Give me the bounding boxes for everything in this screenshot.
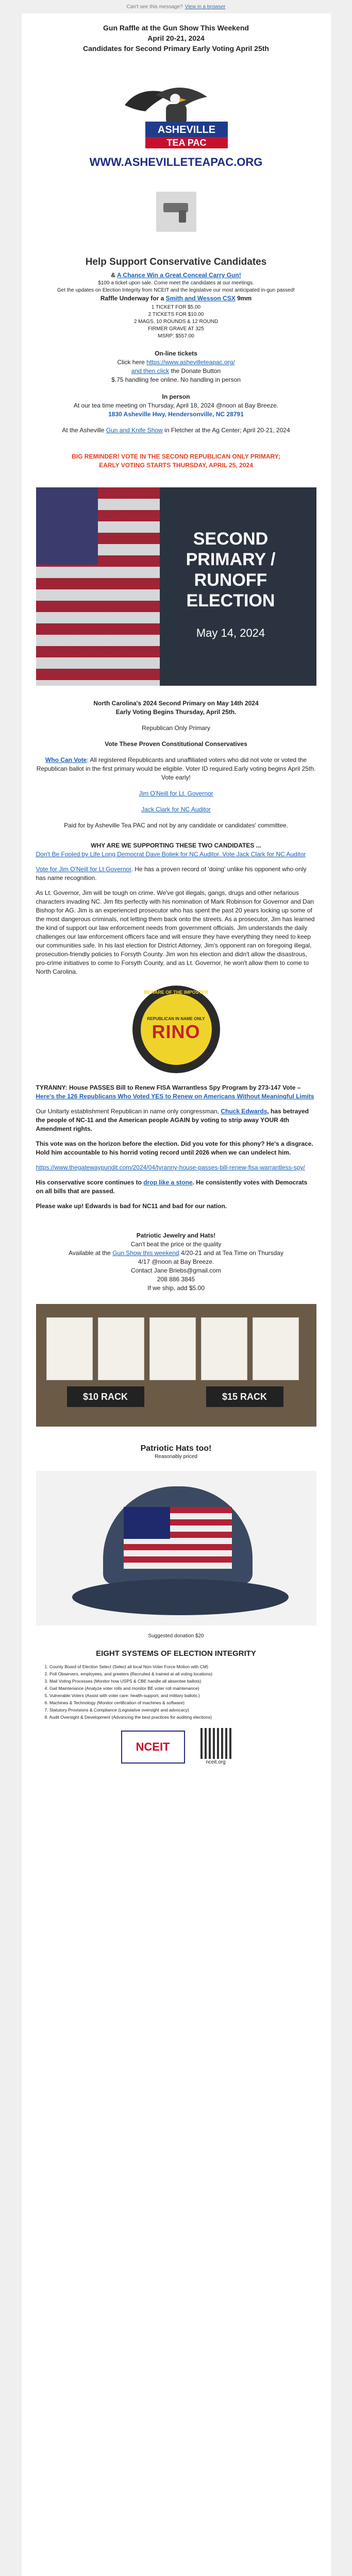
who-can-vote-link[interactable]: Who Can Vote — [45, 756, 87, 764]
flag-union — [36, 487, 98, 565]
header — [22, 13, 331, 54]
pillar-item: 5. Vulnerable Voters (Assist with voter care: health-support, and military ballots.) — [44, 1693, 200, 1698]
jewelry-card — [253, 1317, 299, 1380]
fisa-p1-suffix: , has betrayed the people of NC-11 and the American people AGAIN by voting to strip away YOUR 4th Amendment rights. — [36, 1108, 309, 1132]
donation-text: Suggested donation $20 — [148, 1633, 204, 1639]
online-prefix: Click here — [117, 359, 147, 366]
primary-line-2: Early Voting Begins Thursday, April 25th. — [115, 708, 237, 716]
reminder-section — [22, 452, 331, 470]
logo-line-1: ASHEVILLE — [157, 124, 215, 135]
nceit-logo[interactable] — [121, 1731, 185, 1764]
donation-text-wrap — [22, 1633, 331, 1640]
website-link[interactable]: WWW.ASHEVILLETEAPAC.ORG — [89, 156, 263, 168]
jewelry-line-2-suffix: 4/20-21 and at Tea Time on Thursday — [179, 1249, 283, 1257]
pillar-item: 1. County Board of Election Select (Select all local Non-Voter Force Motion with CM) — [44, 1664, 208, 1669]
hat-flag-union — [124, 1507, 170, 1539]
gun-grip-icon — [179, 210, 186, 223]
primary-line-1: North Carolina's 2024 Second Primary on May 14th 2024 — [93, 700, 259, 707]
fisa-p4-prefix: His conservative score continues to — [36, 1179, 144, 1186]
pillars-section — [22, 1649, 331, 1766]
election-image-date: May 14, 2024 — [196, 626, 265, 639]
republican-only-text: Republican Only Primary — [142, 724, 210, 732]
online-tickets-link[interactable]: https://www.ashevilleteapac.org/ — [146, 359, 235, 366]
preheader — [0, 0, 352, 13]
online-tickets-heading: On-line tickets — [155, 350, 197, 357]
pillar-item: 6. Machines & Technology (Monitor certification of machines & software) — [44, 1700, 185, 1705]
paid-for-text: Paid for by Asheville Tea PAC and not by any candidate or candidates' committee. — [64, 822, 288, 829]
raffle-section — [22, 257, 331, 435]
election-image-line: SECOND — [193, 529, 269, 549]
pillars-heading: EIGHT SYSTEMS OF ELECTION INTEGRITY — [96, 1649, 256, 1658]
rino-ring-text: BEWARE OF THE IMPOSTER — [144, 990, 208, 995]
hat-brim — [72, 1579, 289, 1615]
prize-item: 2 TICKETS FOR $10.00 — [148, 312, 204, 317]
rino-badge-image — [132, 986, 220, 1073]
qr-code-block[interactable] — [200, 1728, 231, 1766]
jewelry-heading: Patriotic Jewelry and Hats! — [136, 1232, 216, 1239]
candidate-clark-link[interactable]: Jack Clark for NC Auditor — [141, 806, 211, 813]
jewelry-card — [201, 1317, 247, 1380]
jewelry-card — [46, 1317, 93, 1380]
prize-item: 1 TICKET FOR $5.00 — [151, 304, 201, 310]
logo-line-2: TEA PAC — [166, 138, 207, 148]
hats-section — [22, 1444, 331, 1461]
rack-tag-15: $15 RACK — [206, 1386, 283, 1407]
jewelry-line-3: 4/17 @noon at Bay Breeze. — [138, 1258, 214, 1265]
election-image-line: RUNOFF — [194, 570, 267, 590]
raffle-line-suffix: 9mm — [235, 295, 252, 302]
nceit-logo-row — [36, 1728, 316, 1766]
drop-like-stone-link[interactable]: drop like a stone — [143, 1179, 193, 1186]
pillar-item: 7. Statutory Provisions & Compliance (Legislative oversight and advocacy) — [44, 1707, 189, 1713]
pillar-item: 3. Mail Voting Processes (Monitor how USPS & CBE handle all absentee ballots) — [44, 1679, 202, 1684]
prize-item: FIRMER GRAVE AT 325 — [148, 326, 204, 332]
jewelry-card — [149, 1317, 196, 1380]
election-image-line: PRIMARY / — [186, 550, 276, 569]
fisa-heading: TYRANNY: House PASSES Bill to Renew FISA Warrantless Spy Program by 273-147 Vote – — [36, 1084, 301, 1091]
jewelry-display-image — [36, 1304, 316, 1427]
election-image-text — [164, 529, 298, 611]
why-section — [22, 841, 331, 976]
jewelry-card — [98, 1317, 144, 1380]
jewelry-line-2-prefix: Available at the — [69, 1249, 113, 1257]
nceit-logo-text: NCEIT — [136, 1740, 170, 1753]
oneill-record-text: . He has a proven record of 'doing' unlike his opponent who only has name recognition. — [36, 866, 307, 882]
knife-show-suffix: in Fletcher at the Ag Center; April 20-21, 2024 — [162, 427, 290, 434]
boliek-clark-link[interactable]: Don't Be Fooled by Life Long Democrat Dave Boliek for NC Auditor. Vote Jack Clark for NC Auditor — [36, 851, 306, 858]
pillar-item: 8. Audit Oversight & Development (Advancing the best practices for auditing elections) — [44, 1715, 212, 1720]
preheader-text: Can't see this message? — [126, 4, 183, 10]
jewelry-shipping: If we ship, add $5.00 — [147, 1284, 205, 1292]
rino-small-text: REPUBLICAN IN NAME ONLY — [147, 1016, 205, 1021]
who-can-vote-text: : All registered Republicants and unaffiliated voters who did not vote or voted the Republican ballot in the first primary would be eligible. Voter ID required.Early voting begins April 25th. Vote early! — [36, 756, 316, 781]
in-person-heading: In person — [162, 393, 190, 400]
reminder-line-2: EARLY VOTING STARTS THURSDAY, APRIL 25, 2024 — [99, 462, 253, 469]
pillar-item: 4. Gail Maintenance (Analyze voter rolls and monitor BE voter roll maintenance) — [44, 1686, 199, 1691]
header-line-3: Candidates for Second Primary Early Voting April 25th — [83, 44, 269, 53]
rino-word: RINO — [152, 1021, 200, 1042]
oneill-paragraph: As Lt. Governor, Jim will be tough on crime. We've got illegals, gangs, drugs and other nefarious characters invading NC. Jim fits perfectly with his nomination of Mark Robinson for Governor and Dan Bishop for AG. Jim is an experienced prosecutor who has spent the past 20 years locking up some of the most dangerous criminals, not letting them back onto the streets. As a prosecutor, Jim has learned the kind of support our law enforcement needs from government officials. Jim understands the daily challenges our law enforcement officers face and will ensure they have everything they need to keep our communities safe. In his last election for District Attorney, Jim's opponent ran on foregoing illegal, prosecution-friendly policies to Forsyth County. Jim won his election and didn't allow the disastrous, pro-crime initiatives to come to Forsyth County, and as Lt. Governor, he won't allow them to come to North Carolina. — [36, 889, 315, 975]
qr-label: nceit.org — [206, 1759, 226, 1765]
address-link[interactable]: 1830 Asheville Hwy, Hendersonville, NC 28791 — [108, 411, 244, 418]
header-line-1: Gun Raffle at the Gun Show This Weekend — [103, 24, 249, 32]
reminder-line-1: BIG REMINDER! VOTE IN THE SECOND REPUBLICAN ONLY PRIMARY; — [72, 453, 280, 460]
jewelry-line-1: Can't beat the price or the quality — [130, 1241, 222, 1248]
jewelry-section — [22, 1231, 331, 1293]
raffle-line-prefix: Raffle Underway for a — [100, 295, 166, 302]
fisa-p4-suffix: . He consistently votes with Democrats on all bills that are passed. — [36, 1179, 308, 1195]
header-line-2: April 20-21, 2024 — [147, 34, 205, 42]
gun-raffle-image — [156, 192, 196, 232]
smith-wesson-link[interactable]: Smith and Wesson CSX — [165, 295, 236, 302]
knife-show-prefix: At the Asheville — [62, 427, 106, 434]
qr-code-icon — [200, 1728, 231, 1759]
rack-tag-10: $10 RACK — [67, 1386, 144, 1407]
gun-show-link[interactable]: Gun Show this weekend — [112, 1249, 179, 1257]
prize-item: 2 MAGS, 10 ROUNDS & 12 ROUND — [133, 319, 219, 325]
prize-list — [36, 304, 316, 340]
jewelry-phone: 208 886 3845 — [157, 1276, 195, 1283]
gateway-pundit-link[interactable]: https://www.thegatewaypundit.com/2024/04/tyranny-house-passes-bill-renew-fisa-warrantless-spy/ — [36, 1164, 305, 1171]
handling-fee-text: $.75 handling fee online. No handling in person — [111, 376, 241, 383]
candidate-oneill-link[interactable]: Jim O'Neill for Lt. Governor — [139, 790, 213, 797]
patriotic-hat-image — [36, 1471, 316, 1625]
why-heading: WHY ARE WE SUPPORTING THESE TWO CANDIDATES ... — [91, 842, 261, 849]
chuck-edwards-link[interactable]: Chuck Edwards — [221, 1108, 267, 1115]
fisa-p1-prefix: Our Unitarty establishment Republican in name only congressman, — [36, 1108, 221, 1115]
hats-subheading: Reasonably priced — [155, 1454, 197, 1460]
fisa-section — [22, 1083, 331, 1211]
fisa-republicans-link[interactable]: Here's the 126 Republicans Who Voted YES to Renew on Americans Without Meaningful Limits — [36, 1093, 314, 1100]
election-image-line: ELECTION — [186, 591, 275, 611]
primary-section — [22, 699, 331, 830]
pillars-list — [45, 1663, 308, 1721]
pillar-item: 2. Poll Observers, employees, and greeters (Recruited & trained at all voting locations) — [44, 1671, 213, 1676]
jewelry-contact: Contact Jane Briebs@gmail.com — [131, 1267, 221, 1274]
rino-inner-circle — [141, 994, 212, 1065]
eagle-logo-icon — [109, 74, 243, 151]
gun-knife-show-link[interactable]: Gun and Knife Show — [106, 427, 163, 434]
view-in-browser-link[interactable]: View in a browser — [185, 4, 226, 10]
meeting-text: At our tea time meeting on Thursday, April 18, 2024 @noon at Bay Breeze. — [73, 402, 279, 409]
raffle-subtitle-prefix: & — [111, 272, 117, 279]
online-suffix: the Donate Button — [169, 367, 221, 375]
second-primary-election-image — [36, 487, 316, 686]
raffle-desc-1: $100 a ticket upon sale. Come meet the candidates at our meetings. — [98, 280, 254, 286]
oneill-lt-gov-link[interactable]: Vote for Jim O'Neill for Lt Governor — [36, 866, 131, 873]
raffle-title: Help Support Conservative Candidates — [85, 257, 267, 267]
vote-heading: Vote These Proven Constitutional Conservatives — [105, 740, 247, 748]
raffle-subtitle-link[interactable]: A Chance Win a Great Conceal Carry Gun! — [116, 272, 241, 279]
raffle-desc-2: Get the updates on Election Integrity from NCEIT and the legislative our most anticipated in-gun passed! — [57, 287, 295, 293]
hats-heading: Patriotic Hats too! — [140, 1444, 212, 1453]
fisa-p2: This vote was on the horizon before the election. Did you vote for this phony? He's a disgrace. Hold him accountable to his horrid voting record until 2026 when we can undelect him. — [36, 1140, 313, 1156]
email-body — [22, 13, 331, 2576]
prize-item: MSRP: $557.00 — [158, 333, 194, 339]
online-then-click-link[interactable]: and then click — [131, 367, 170, 375]
asheville-tea-pac-logo[interactable] — [22, 74, 331, 151]
fisa-p5: Please wake up! Edwards is bad for NC11 and bad for our nation. — [36, 1202, 227, 1210]
